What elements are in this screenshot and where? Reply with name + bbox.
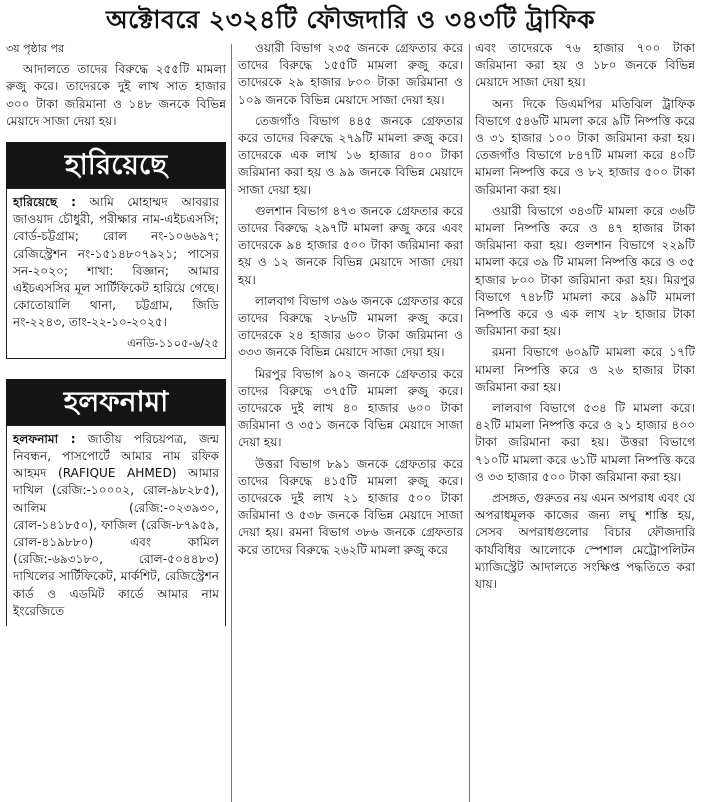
lost-notice-heading: হারিয়েছে <box>6 142 226 188</box>
headline: অক্টোবরে ২৩২৪টি ফৌজদারি ও ৩৪৩টি ট্রাফিক <box>105 5 596 34</box>
lost-notice-lead: হারিয়েছে : <box>13 195 76 210</box>
affidavit-text <box>13 431 219 620</box>
article-paragraph: ওয়ারী বিভাগে ৩৪৩টি মামলা করে ৩৬টি মামলা নিষ্পত্তি করে ও ৪৭ হাজার টাকা জরিমানা করা হয়। গুলশান বিভাগে ২২৯টি মামলা করে ৩৯ টি মামলা নিষ্পত্তি করে ও ৩৫ হাজার ৮০০ টাকা জরিমানা করা হয়। মিরপুর বিভাগে ৭৪৮টি মামলা করে ৯৯টি মামলা নিষ্পত্তি করে ও এক লাখ ২৮ হাজার টাকা জরিমানা করা হয়। <box>475 203 695 339</box>
continuation-note: ৩য় পৃষ্ঠার পর <box>6 42 65 55</box>
affidavit-lead: হলফনামা : <box>13 431 76 446</box>
lost-notice-body: আমি মোহাম্মদ আবরার জাওয়াদ চৌধুরী, পরীক্ষার নাম-এইচএসসি; বোর্ড-চট্টগ্রাম; রোল নং-১০৬৬৯৭; রেজিস্ট্রেশন নং-১৫১৪৮০৭৯২১; পাসের সন-২০২০; শাখা: বিজ্ঞান; আমার এইচএসসির মূল সার্টিফিকেট হারিয়ে গেছে। কোতোয়ালি থানা, চট্টগ্রাম, জিডি নং-২২৪৩, তাং-২২-১০-২০২৫। <box>13 195 219 330</box>
lost-notice-box <box>6 188 226 359</box>
lost-notice-text <box>13 194 219 332</box>
article-paragraph: রমনা বিভাগে ৬০৯টি মামলা করে ১৭টি মামলা নিষ্পত্তি করে ও ২৬ হাজার টাকা জরিমানা করা হয়। <box>475 345 695 394</box>
article-paragraph: এবং তাদেরকে ৭৬ হাজার ৭০০ টাকা জরিমানা করা হয় ও ১৮০ জনকে বিভিন্ন মেয়াদে সাজা দেয়া হয়। <box>475 41 695 90</box>
column-2 <box>238 40 463 802</box>
affidavit-heading: হলফনামা <box>6 379 226 425</box>
column-divider <box>231 44 232 802</box>
article-paragraph: উত্তরা বিভাগ ৮৯১ জনকে গ্রেফতার করে তাদের বিরুদ্ধে ৪১৫টি মামলা রুজু করে। তাদেরকে দুই লাখ ২১ হাজার ৫০০ টাকা জরিমানা ও ৫৩৮ জনকে বিভিন্ন মেয়াদে সাজা দেয়া হয়। রমনা বিভাগ ৩৮৬ জনকে গ্রেফতার করে তাদের বিরুদ্ধে ২৬২টি মামলা রুজু করে <box>238 456 463 557</box>
article-paragraph: অন্য দিকে ডিএমপির মতিঝিল ট্রাফিক বিভাগে ৫৪৬টি মামলা করে ৯টি নিষ্পত্তি করে ও ৩১ হাজার ১০০ টাকা জরিমানা করা হয়। তেজগাঁও বিভাগে ৮৪৭টি মামলা করে ৪০টি মামলা নিষ্পত্তি করে ও ৮২ হাজার ৫০০ টাকা জরিমানা করা হয়। <box>475 96 695 197</box>
article-paragraph: গুলশান বিভাগ ৪৭৩ জনকে গ্রেফতার করে তাদের বিরুদ্ধে ২৯৭টি মামলা রুজু করে এবং তাদেরকে ৯৪ হাজার ৫০০ টাকা জরিমানা করা হয় ও ১২ জনকে বিভিন্ন মেয়াদে সাজা দেয়া হয়। <box>238 203 463 287</box>
affidavit-body: জাতীয় পরিচয়পত্র, জন্ম নিবন্ধন, পাসপোর্টে আমার নাম রফিক আহমদ (RAFIQUE AHMED) আমার দাখিল (রেজি:-১০০০২, রোল-৯৮২৮৫), আলিম (রেজি:-০২৩৯৩০, রোল-১৪১৮৫০), ফাজিল (রেজি-৮৭৯৫৯, রোল-৪১৯৮৮০) এবং কামিল (রেজি:-৬৯৩১৮০, রোল-৫০৪৪৮৩) দাখিলের সার্টিফিকেট, মার্কশিট, রেজিস্ট্রেশন কার্ড ও এডমিট কার্ডে আমার নাম ইংরেজিতে <box>13 431 219 618</box>
affidavit-box <box>6 425 226 626</box>
article-paragraph: ওয়ারী বিভাগ ২৩৫ জনকে গ্রেফতার করে তাদের বিরুদ্ধে ১৫৫টি মামলা রুজু করে। তাদেরকে ২৯ হাজার ৮০০ টাকা জরিমানা ও ১০৯ জনকে বিভিন্ন মেয়াদে সাজা দেয়া হয়। <box>238 41 463 107</box>
article-paragraph: লালবাগ বিভাগে ৫৩৪ টি মামলা করে। ৪২টি মামলা নিষ্পত্তি করে ও ২১ হাজার ৪০০ টাকা জরিমানা করা হয়। উত্তরা বিভাগে ৭১০টি মামলা করে ৬১টি মামলা নিষ্পত্তি করে ও ৩৩ হাজার ৫০০ টাকা জরিমানা করা হয়। <box>475 401 695 484</box>
column-divider <box>469 44 470 802</box>
column-1 <box>6 40 226 802</box>
article-paragraph: তেজগাঁও বিভাগ ৪৪৫ জনকে গ্রেফতার করে তাদের বিরুদ্ধে ২৭৯টি মামলা রুজু করে। তাদেরকে এক লাখ ১৬ হাজার ৪০০ টাকা জরিমানা করা হয় ও ৯৯ জনকে বিভিন্ন মেয়াদে সাজা দেয়া হয়। <box>238 113 463 197</box>
article-paragraph: মিরপুর বিভাগ ৯০২ জনকে গ্রেফতার করে তাদের বিরুদ্ধে ৩৭৫টি মামলা রুজু করে। তাদেরকে দুই লাখ ৪০ হাজার ৬০০ টাকা জরিমানা ও ৩৫১ জনকে বিভিন্ন মেয়াদে সাজা দেয়া হয়। <box>238 366 463 450</box>
lost-notice-code: এনডি-১১০৫-৬/২৫ <box>127 335 219 350</box>
article-paragraph: লালবাগ বিভাগ ৩৯৬ জনকে গ্রেফতার করে তাদের বিরুদ্ধে ২৮৬টি মামলা রুজু করে। তাদেরকে ২৪ হাজার ৬০০ টাকা জরিমানা ও ৩৩৩ জনকে বিভিন্ন মেয়াদে সাজা দেয়া হয়। <box>238 293 463 360</box>
column-3 <box>475 40 695 802</box>
article-paragraph: আদালতে তাদের বিরুদ্ধে ২৫৫টি মামলা রুজু করে। তাদেরকে দুই লাখ সাত হাজার ৩০০ টাকা জরিমানা ও ১৪৮ জনকে বিভিন্ন মেয়াদে সাজা দেয়া হয়। <box>6 62 226 128</box>
article-paragraph: প্রসঙ্গত, গুরুতর নয় এমন অপরাধ এবং যে অপরাধমূলক কাজের জন্য লঘু শাস্তি হয়, সেসব অপরাধগুলোর বিচার ফৌজদারি কার্যবিধির আলোকে স্পেশাল মেট্রোপলিটন ম্যাজিস্ট্রেট আদালতে সংক্ষিপ্ত পদ্ধতিতে করা যায়। <box>475 491 695 592</box>
